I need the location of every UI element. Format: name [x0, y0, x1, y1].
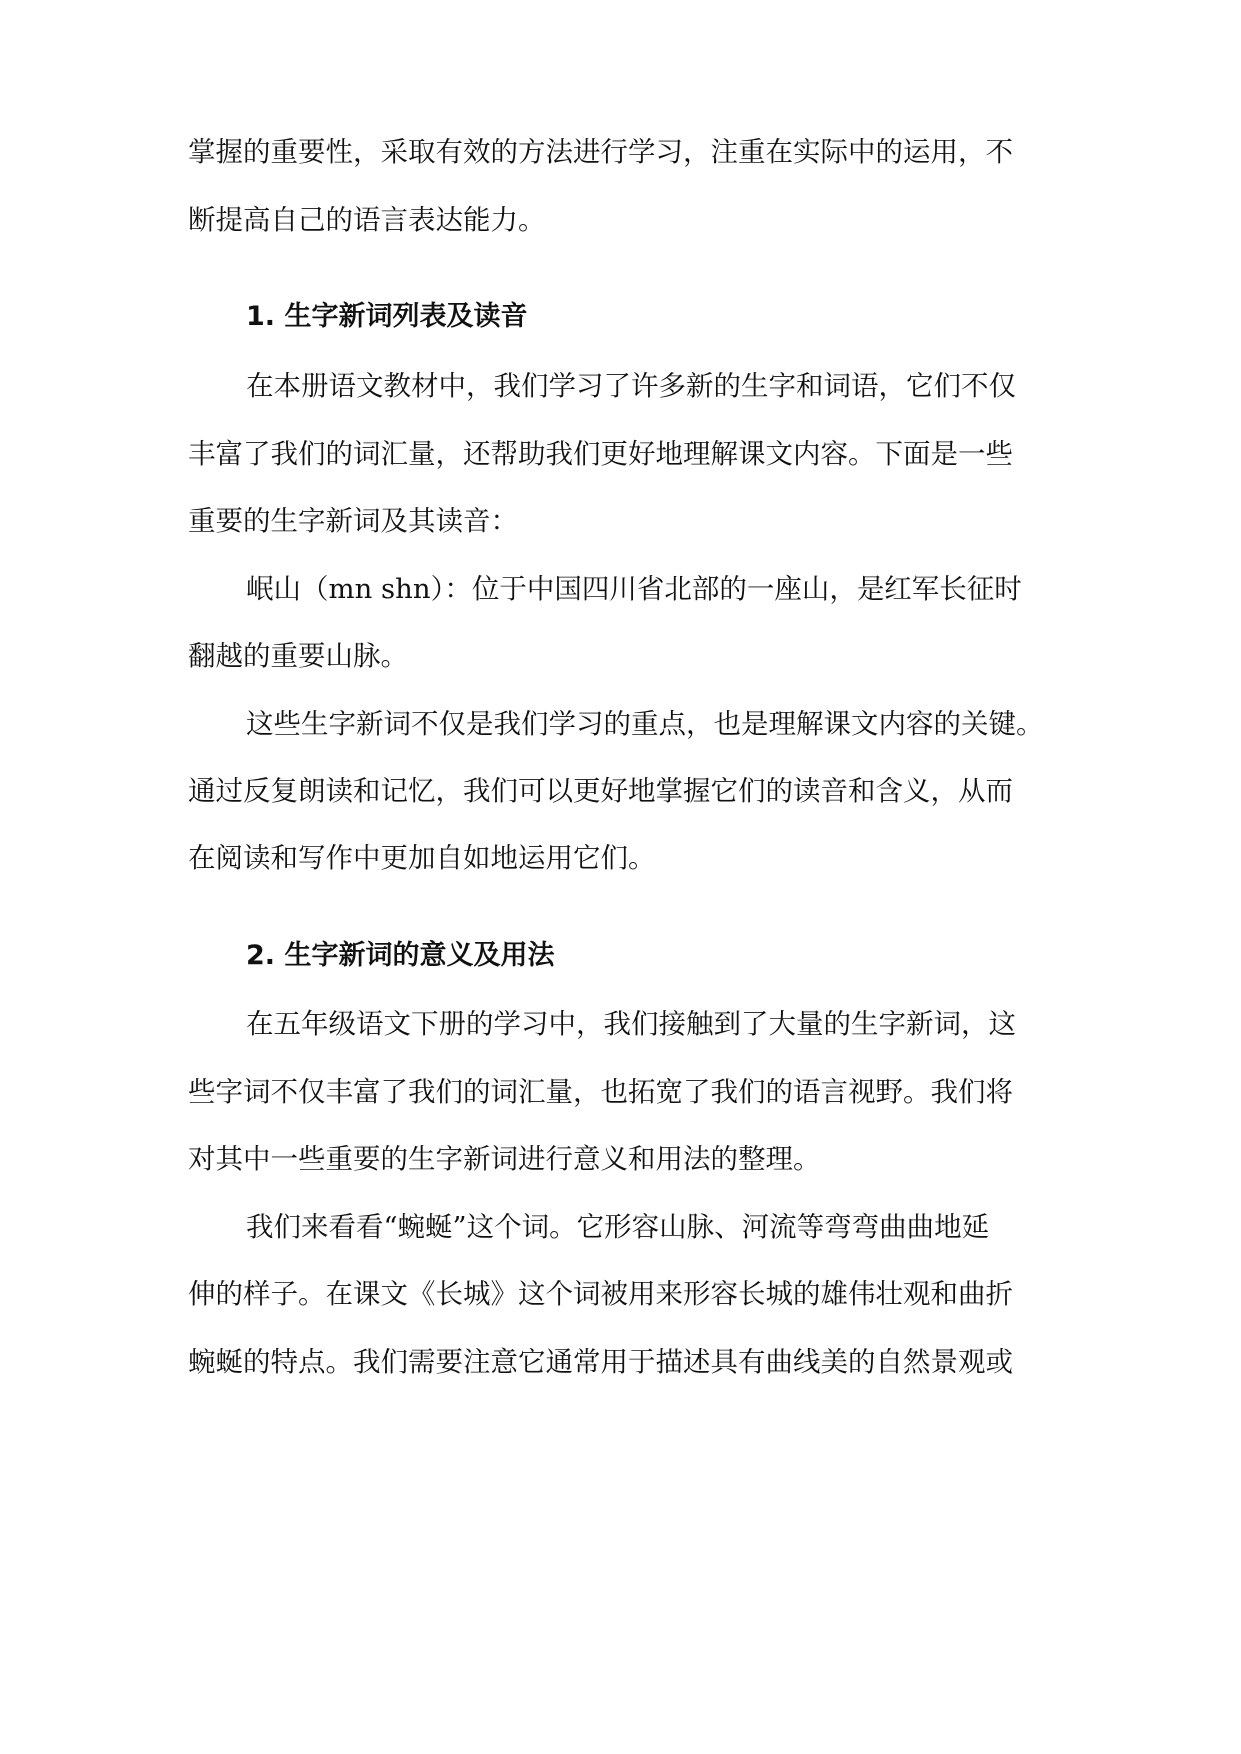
section-2-paragraph-2-line-1: 我们来看看“蜿蜒”这个词。它形容山脉、河流等弯弯曲曲地延 [246, 1211, 990, 1243]
section-2-paragraph-1-line-1: 在五年级语文下册的学习中，我们接触到了大量的生字新词，这 [246, 1008, 1016, 1040]
section-2-heading: 2. 生字新词的意义及用法 [246, 940, 555, 971]
section-1-paragraph-1-line-2: 丰富了我们的词汇量，还帮助我们更好地理解课文内容。下面是一些 [188, 438, 1013, 470]
section-1-paragraph-3-line-2: 通过反复朗读和记忆，我们可以更好地掌握它们的读音和含义，从而 [188, 775, 1013, 807]
section-2-paragraph-2-line-3: 蜿蜒的特点。我们需要注意它通常用于描述具有曲线美的自然景观或 [188, 1346, 1013, 1378]
section-1-paragraph-1-line-1: 在本册语文教材中，我们学习了许多新的生字和词语，它们不仅 [246, 370, 1016, 402]
intro-line-1: 掌握的重要性，采取有效的方法进行学习，注重在实际中的运用，不 [188, 136, 1013, 168]
section-1-paragraph-2-line-2: 翻越的重要山脉。 [188, 640, 408, 672]
section-1-heading: 1. 生字新词列表及读音 [246, 301, 528, 332]
intro-line-2: 断提高自己的语言表达能力。 [188, 204, 546, 236]
section-1-paragraph-1-line-3: 重要的生字新词及其读音： [188, 505, 518, 537]
section-2-paragraph-1-line-3: 对其中一些重要的生字新词进行意义和用法的整理。 [188, 1143, 821, 1175]
section-2-paragraph-2-line-2: 伸的样子。在课文《长城》这个词被用来形容长城的雄伟壮观和曲折 [188, 1278, 1013, 1310]
section-2-paragraph-1-line-2: 些字词不仅丰富了我们的词汇量，也拓宽了我们的语言视野。我们将 [188, 1076, 1013, 1108]
section-1-paragraph-2-line-1: 岷山（mn shn）：位于中国四川省北部的一座山，是红军长征时 [246, 573, 1022, 605]
section-1-paragraph-3-line-3: 在阅读和写作中更加自如地运用它们。 [188, 842, 656, 874]
section-1-paragraph-3-line-1: 这些生字新词不仅是我们学习的重点，也是理解课文内容的关键。 [246, 708, 1044, 740]
